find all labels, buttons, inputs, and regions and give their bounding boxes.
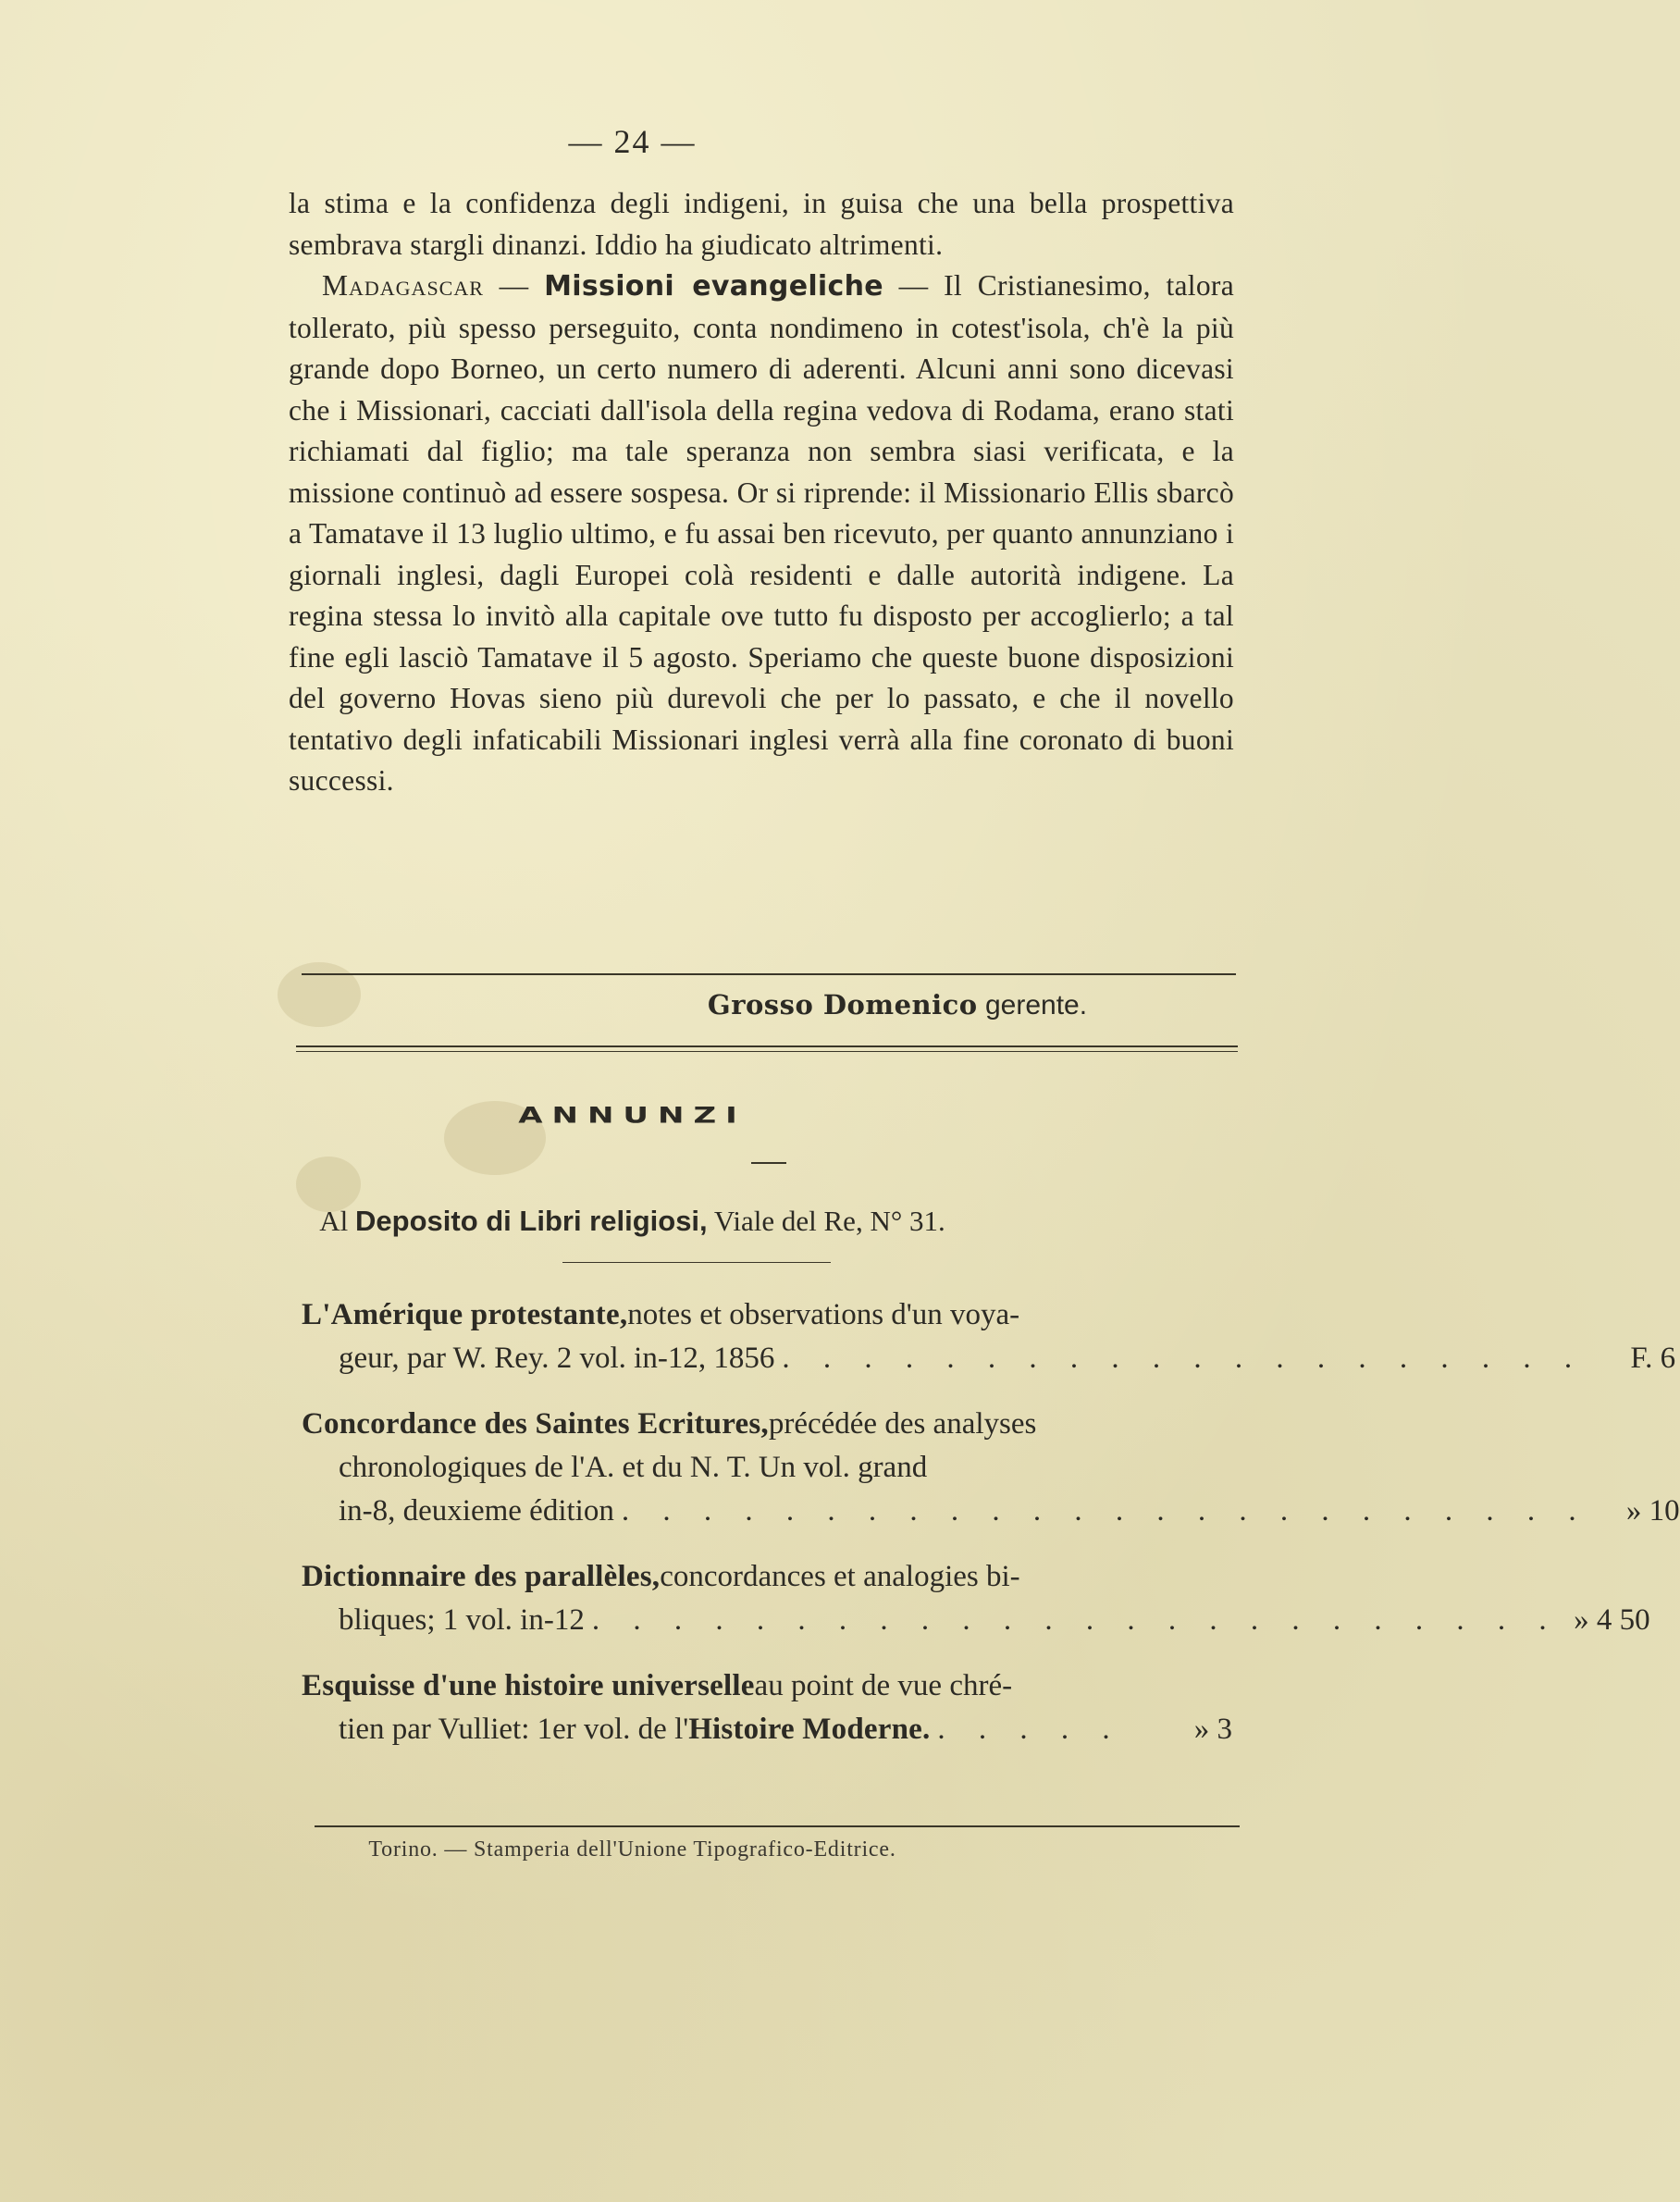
book-price: » 4 50 <box>1574 1603 1650 1637</box>
book-description: notes et observations d'un voya- <box>627 1298 1020 1331</box>
place-name: Madagascar <box>322 269 484 302</box>
dash: — <box>483 269 545 302</box>
divider-rule <box>296 1051 1238 1052</box>
dot-leader: . . . . . . . . . . . . . . . . . . . . . . . . <box>591 1603 1560 1637</box>
book-line <box>302 1555 1232 1599</box>
deposito-address: Viale del Re, N° 31. <box>707 1205 945 1237</box>
book-line <box>302 1708 1232 1751</box>
paragraph-continuation: la stima e la confidenza degli indigeni, in guisa che una bella prospettiva sembrava stargli dinanzi. Iddio ha giudicato altrimenti. <box>289 187 1234 261</box>
book-entry <box>302 1293 1676 1380</box>
deposito-underline <box>562 1262 831 1263</box>
deposito-prefix: Al <box>319 1205 356 1237</box>
paper-stain <box>296 1157 361 1212</box>
divider-rule <box>302 973 1236 975</box>
signature-role: gerente. <box>977 990 1088 1021</box>
book-description: bliques; 1 vol. in-12 <box>339 1603 585 1637</box>
deposito-line <box>0 1205 1265 1238</box>
book-price: » 3 <box>1193 1713 1232 1746</box>
book-price: » 10 <box>1625 1494 1680 1528</box>
book-line <box>302 1446 1232 1490</box>
divider-rule <box>296 1045 1238 1047</box>
book-entry <box>302 1555 1650 1642</box>
annunzi-heading: ANNUNZI <box>518 1103 747 1129</box>
book-description: au point de vue chré- <box>754 1669 1013 1702</box>
article-body <box>289 183 1234 802</box>
book-entry <box>302 1403 1680 1533</box>
book-title: Concordance des Saintes Ecritures, <box>302 1407 769 1441</box>
section-heading: Missioni evangeliche <box>544 270 883 303</box>
book-line <box>302 1490 1680 1533</box>
book-title: Esquisse d'une histoire universelle <box>302 1669 755 1702</box>
book-line <box>302 1599 1650 1642</box>
paragraph-text: — Il Cristianesimo, talora tollerato, più spesso perseguito, conta nondimeno in cotest'isola, ch'è la più grande dopo Borneo, un certo numero di aderenti. Alcuni anni sono dicevasi che i Missionari, cacciati dall'isola della regina vedova di Rodama, erano stati richiamati dal figlio; ma tale speranza non sembra siasi verificata, e la missione continuò ad essere sospesa. Or si riprende: il Missionario Ellis sbarcò a Tamatave il 13 luglio ultimo, e fu assai ben ricevuto, per quanto annunziano i giornali inglesi, dagli Europei colà residenti e dalle autorità indigene. La regina stessa lo invitò alla capitale ove tutto fu disposto per accoglierlo; a tal fine egli lasciò Tamatave il 5 agosto. Speriamo che queste buone disposizioni del governo Hovas sieno più durevoli che per lo passato, e che il novello tentativo degli infaticabili Missionari inglesi verrà alla fine coronato di buoni successi. <box>289 269 1234 797</box>
book-description: geur, par W. Rey. 2 vol. in-12, 1856 <box>339 1342 775 1375</box>
book-description: concordances et analogies bi- <box>660 1560 1020 1593</box>
book-description: in-8, deuxieme édition <box>339 1494 614 1528</box>
book-line <box>302 1403 1232 1446</box>
page-number: — 24 — <box>568 123 697 160</box>
book-line <box>302 1293 1232 1337</box>
dot-leader: . . . . . . . . . . . . . . . . . . . . <box>782 1342 1586 1375</box>
printer-imprint: Torino. — Stamperia dell'Unione Tipografico-Editrice. <box>368 1837 896 1862</box>
book-title: Dictionnaire des parallèles, <box>302 1560 661 1593</box>
book-description: tien par Vulliet: 1er vol. de l' <box>339 1713 689 1746</box>
book-series-title: Histoire Moderne. <box>688 1713 931 1746</box>
paper-stain <box>278 962 361 1027</box>
book-line <box>302 1664 1232 1708</box>
book-entry <box>302 1664 1232 1751</box>
dot-leader: . . . . . <box>937 1713 1123 1746</box>
footer-rule <box>315 1825 1240 1827</box>
dot-leader: . . . . . . . . . . . . . . . . . . . . . . . . <box>621 1494 1589 1528</box>
deposito-name: Deposito di Libri religiosi, <box>355 1205 708 1237</box>
book-list <box>302 1293 1680 1774</box>
book-description: précédée des analyses <box>768 1407 1037 1441</box>
paragraph-madagascar <box>289 266 1234 802</box>
book-price: F. 6 <box>1630 1342 1676 1375</box>
signature-name: Grosso Domenico <box>707 989 978 1021</box>
signature <box>648 988 1147 1021</box>
book-description: chronologiques de l'A. et du N. T. Un vol. grand <box>339 1451 928 1484</box>
book-line <box>302 1337 1676 1380</box>
short-dash <box>751 1162 786 1164</box>
book-title: L'Amérique protestante, <box>302 1298 628 1331</box>
